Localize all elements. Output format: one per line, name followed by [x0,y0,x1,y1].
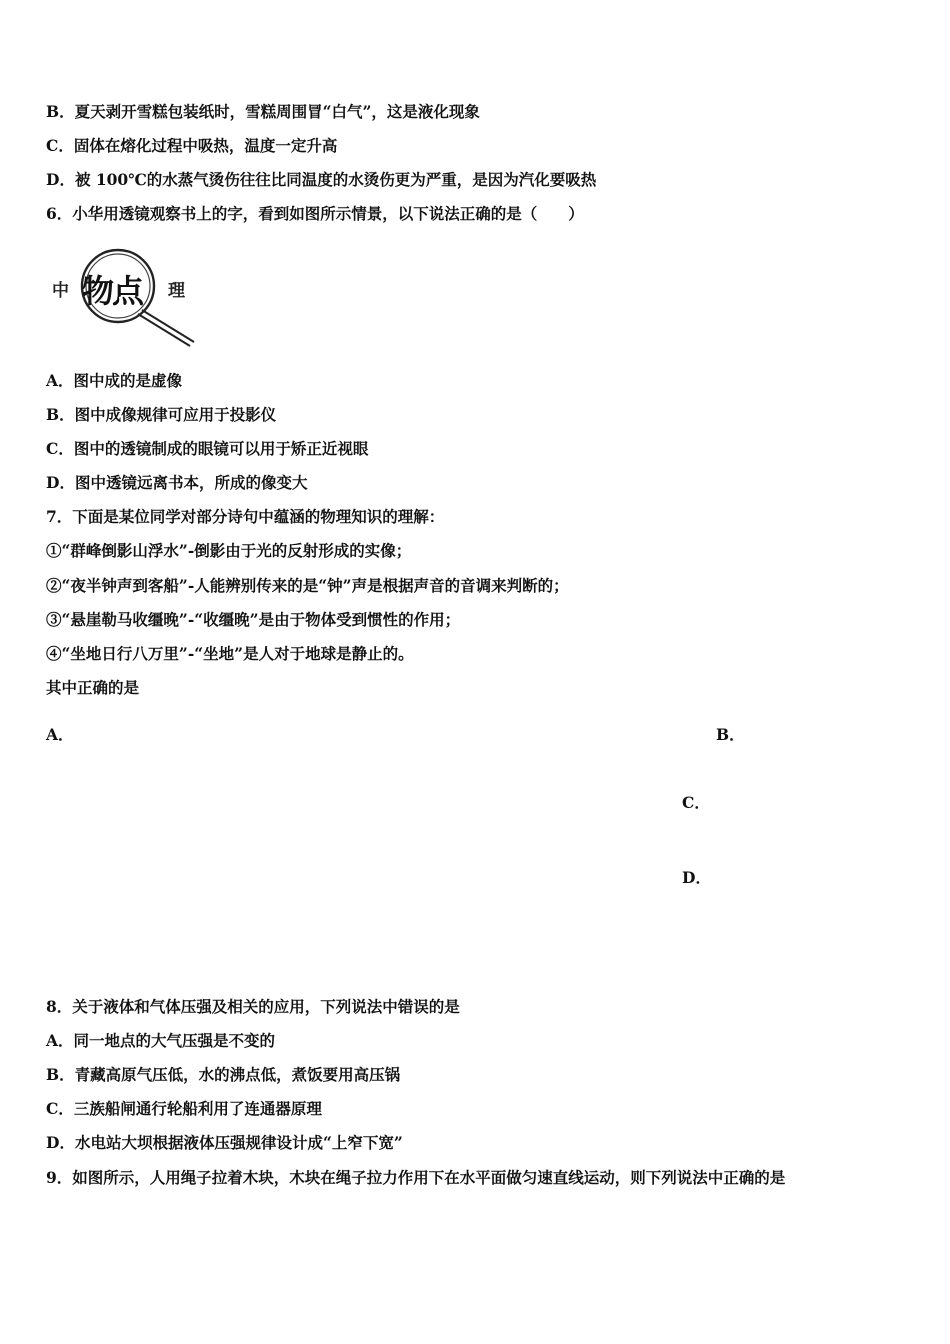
q7-item-3: ③“悬崖勒马收缰晚”-“收缰晚”是由于物体受到惯性的作用； [46,610,461,629]
q7-item-2: ②“夜半钟声到客船”-人能辨别传来的是“钟”声是根据声音的音调来判断的； [46,576,569,595]
figure-left-char: 中 [52,281,69,301]
q6-option-d: D．图中透镜远离书本，所成的像变大 [46,473,308,492]
q7-option-c: C． [682,793,710,812]
q7-option-a: A． [46,725,74,744]
figure-right-char: 理 [168,281,185,301]
q9-stem: 9．如图所示，人用绳子拉着木块，木块在绳子拉力作用下在水平面做匀速直线运动，则下列说法中正确的是 [46,1168,786,1187]
q8-option-c: C．三族船闸通行轮船利用了连通器原理 [46,1099,322,1118]
q7-item-1: ①“群峰倒影山浮水”-倒影由于光的反射形成的实像； [46,541,412,560]
q6-stem: 6．小华用透镜观察书上的字，看到如图所示情景，以下说法正确的是（ ） [46,204,584,223]
q7-option-d: D． [682,868,711,887]
figure-magnified-text: 物点 [82,272,143,310]
q7-stem: 7．下面是某位同学对部分诗句中蕴涵的物理知识的理解： [46,507,445,526]
q8-option-a: A．同一地点的大气压强是不变的 [46,1031,276,1050]
q7-question: 其中正确的是 [46,678,140,697]
q6-option-b: B．图中成像规律可应用于投影仪 [46,405,277,424]
q8-option-b: B．青藏高原气压低，水的沸点低，煮饭要用高压锅 [46,1065,401,1084]
q6-lens-figure [46,236,206,356]
q5-option-b: B．夏天剥开雪糕包装纸时，雪糕周围冒“白气”，这是液化现象 [46,102,480,121]
q7-item-4: ④“坐地日行八万里”-“坐地”是人对于地球是静止的。 [46,644,414,663]
magnifying-glass-icon [46,236,206,356]
q5-option-c: C．固体在熔化过程中吸热，温度一定升高 [46,136,338,155]
q7-option-b: B． [716,725,745,744]
q8-option-d: D．水电站大坝根据液体压强规律设计成“上窄下宽” [46,1133,403,1152]
q6-option-a: A．图中成的是虚像 [46,371,183,390]
q8-stem: 8．关于液体和气体压强及相关的应用，下列说法中错误的是 [46,997,460,1016]
q6-option-c: C．图中的透镜制成的眼镜可以用于矫正近视眼 [46,439,369,458]
q5-option-d: D．被 100℃的水蒸气烫伤往往比同温度的水烫伤更为严重，是因为汽化要吸热 [46,170,597,189]
